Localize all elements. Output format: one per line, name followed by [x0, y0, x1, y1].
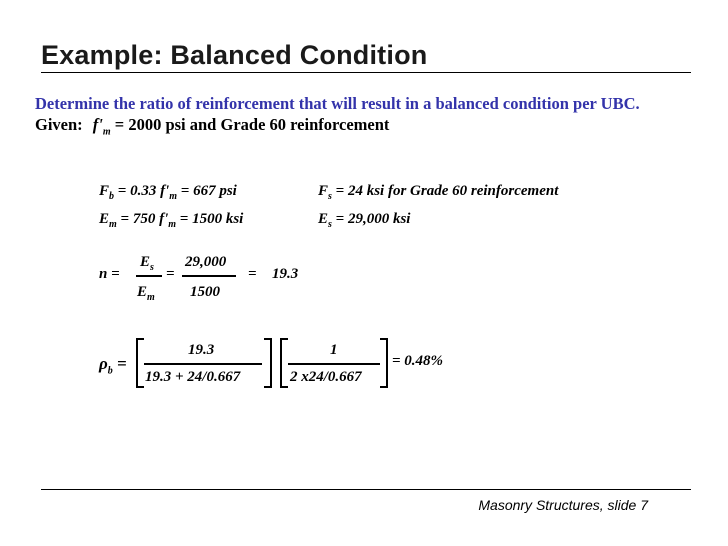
em-subscript: m	[109, 219, 117, 230]
rho-fraction1-line	[144, 363, 262, 365]
rho-fraction1-numerator: 19.3	[188, 342, 215, 358]
rho-fraction2-line	[288, 363, 380, 365]
n-num1-subscript: s	[150, 262, 154, 273]
n-equals-2: =	[248, 266, 257, 282]
n-equals-1: =	[166, 266, 175, 282]
em-symbol: E	[99, 211, 110, 227]
rho-result: = 0.48%	[392, 353, 444, 369]
n-fraction1-denominator	[137, 284, 155, 301]
fs-symbol: F	[318, 183, 329, 199]
es-symbol: E	[318, 211, 329, 227]
n-lhs: n =	[99, 266, 120, 282]
fm-symbol: f'	[92, 115, 103, 134]
fb-fm-subscript: m	[169, 191, 178, 202]
n-den1-symbol: E	[137, 284, 148, 300]
n-fraction2-line	[182, 275, 236, 277]
em-result: = 1500 ksi	[176, 211, 244, 227]
equation-es	[318, 211, 410, 228]
given-label: Given:	[35, 115, 83, 134]
n-fraction2-denominator: 1500	[190, 284, 220, 300]
rho-fraction2-numerator: 1	[330, 342, 338, 358]
n-fraction2-numerator: 29,000	[185, 254, 227, 270]
fb-result: = 667 psi	[177, 183, 237, 199]
slide-title: Example: Balanced Condition	[41, 40, 428, 70]
left-bracket-1	[136, 338, 144, 388]
equation-fb	[99, 183, 237, 200]
fb-symbol: F	[99, 183, 110, 199]
fb-subscript: b	[109, 191, 115, 202]
fs-subscript: s	[328, 191, 332, 202]
es-subscript: s	[328, 219, 332, 230]
fs-text: = 24 ksi for Grade 60 reinforcement	[331, 183, 559, 199]
n-result: 19.3	[272, 266, 299, 282]
rho-symbol: ρ	[99, 354, 108, 373]
n-fraction1-numerator	[140, 254, 154, 271]
given-line	[35, 115, 390, 138]
fm-subscript: m	[102, 126, 111, 138]
left-bracket-2	[280, 338, 288, 388]
rho-equals: =	[117, 354, 127, 373]
es-text: = 29,000 ksi	[331, 211, 411, 227]
n-num1-symbol: E	[140, 254, 151, 270]
rho-lhs	[99, 354, 127, 377]
given-rest: = 2000 psi and Grade 60 reinforcement	[114, 115, 390, 134]
fb-text: = 0.33 f'	[114, 183, 170, 199]
n-fraction1-line	[136, 275, 162, 277]
problem-statement: Determine the ratio of reinforcement that will result in a balanced condition per UBC.	[35, 94, 640, 113]
rho-subscript: b	[107, 365, 113, 377]
n-den1-subscript: m	[147, 292, 155, 303]
title-underline	[41, 72, 691, 73]
right-bracket-1	[264, 338, 272, 388]
em-fm-subscript: m	[168, 219, 177, 230]
rho-fraction2-denominator: 2 x24/0.667	[290, 369, 362, 385]
footer-slide-label: Masonry Structures, slide 7	[478, 497, 648, 513]
equation-fs	[318, 183, 558, 200]
rho-fraction1-denominator: 19.3 + 24/0.667	[145, 369, 241, 385]
right-bracket-2	[380, 338, 388, 388]
em-text: = 750 f'	[116, 211, 169, 227]
equation-em	[99, 211, 243, 228]
footer-rule	[41, 489, 691, 490]
